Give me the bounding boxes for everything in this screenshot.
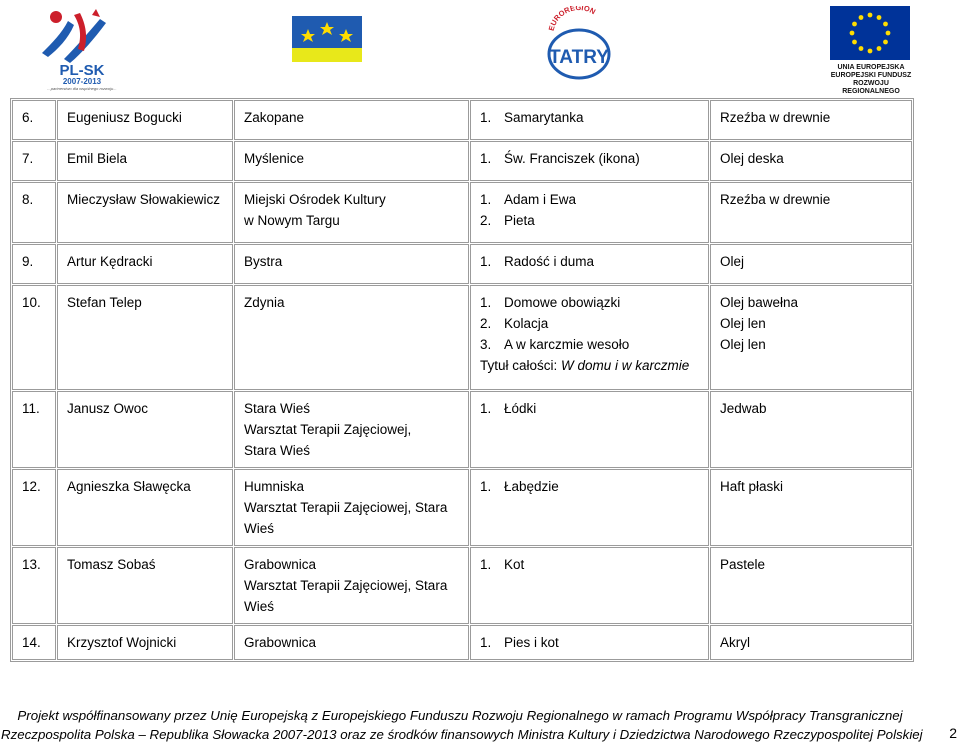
table-row bbox=[12, 100, 912, 140]
work-item bbox=[480, 251, 700, 272]
place-line: Stara Wieś bbox=[244, 443, 311, 458]
artist-name-cell bbox=[57, 469, 233, 546]
technique-cell bbox=[710, 625, 912, 660]
work-item bbox=[480, 189, 700, 210]
row-number: 7. bbox=[22, 151, 34, 166]
technique-cell bbox=[710, 547, 912, 624]
works-cell bbox=[470, 625, 709, 660]
eu-flag-icon bbox=[830, 6, 910, 60]
works-cell bbox=[470, 391, 709, 468]
row-number: 9. bbox=[22, 254, 34, 269]
row-number-cell bbox=[12, 244, 56, 284]
collection-title bbox=[480, 355, 700, 376]
technique-cell bbox=[710, 285, 912, 390]
artist-name-cell bbox=[57, 547, 233, 624]
artist-name-cell bbox=[57, 625, 233, 660]
place-cell bbox=[234, 100, 469, 140]
work-item bbox=[480, 476, 700, 497]
work-item bbox=[480, 210, 700, 231]
artist-name: Tomasz Sobaś bbox=[67, 557, 156, 572]
place-cell bbox=[234, 391, 469, 468]
artist-name-cell bbox=[57, 182, 233, 243]
flag-stars-icon bbox=[292, 16, 362, 62]
work-number: 2. bbox=[480, 213, 492, 228]
artist-name: Stefan Telep bbox=[67, 295, 142, 310]
place-line: Warsztat Terapii Zajęciowej, Stara bbox=[244, 500, 448, 515]
work-item bbox=[480, 334, 700, 355]
work-title: Św. Franciszek (ikona) bbox=[504, 151, 640, 166]
technique-line: Olej deska bbox=[720, 151, 784, 166]
artist-name: Eugeniusz Bogucki bbox=[67, 110, 182, 125]
euroregion-tatry-logo bbox=[545, 6, 613, 80]
eu-text-line3: ROZWOJU REGIONALNEGO bbox=[842, 80, 900, 95]
work-title: Domowe obowiązki bbox=[504, 295, 621, 310]
work-number: 1. bbox=[480, 192, 492, 207]
place-line: Stara Wieś bbox=[244, 401, 311, 416]
works-cell bbox=[470, 100, 709, 140]
technique-cell bbox=[710, 244, 912, 284]
place-cell bbox=[234, 182, 469, 243]
work-item bbox=[480, 632, 700, 653]
table-row bbox=[12, 141, 912, 181]
pl-sk-text: PL-SK bbox=[59, 62, 105, 79]
works-cell bbox=[470, 285, 709, 390]
tatry-text: TATRY bbox=[549, 47, 609, 68]
technique-line: Olej len bbox=[720, 316, 766, 331]
row-number-cell bbox=[12, 285, 56, 390]
artist-name-cell bbox=[57, 100, 233, 140]
row-number-cell bbox=[12, 625, 56, 660]
row-number-cell bbox=[12, 141, 56, 181]
row-number: 14. bbox=[22, 635, 41, 650]
page-number: 2 bbox=[949, 725, 957, 741]
tatry-emblem-icon bbox=[545, 6, 613, 80]
row-number-cell bbox=[12, 391, 56, 468]
place-line: Grabownica bbox=[244, 635, 317, 650]
place-cell bbox=[234, 625, 469, 660]
regional-flag-logo bbox=[292, 16, 362, 62]
work-title: Łódki bbox=[504, 401, 537, 416]
artist-name-cell bbox=[57, 244, 233, 284]
row-number: 6. bbox=[22, 110, 34, 125]
technique-cell bbox=[710, 469, 912, 546]
technique-line: Haft płaski bbox=[720, 479, 784, 494]
work-number: 1. bbox=[480, 151, 492, 166]
row-number: 12. bbox=[22, 479, 41, 494]
table-row bbox=[12, 244, 912, 284]
place-line: Humniska bbox=[244, 479, 305, 494]
artist-name: Artur Kędracki bbox=[67, 254, 153, 269]
work-title: Samarytanka bbox=[504, 110, 584, 125]
work-item bbox=[480, 292, 700, 313]
work-title: Kolacja bbox=[504, 316, 549, 331]
artist-name: Emil Biela bbox=[67, 151, 128, 166]
collection-title-value: W domu i w karczmie bbox=[561, 358, 690, 373]
row-number-cell bbox=[12, 547, 56, 624]
eu-text-line1: UNIA EUROPEJSKA bbox=[837, 64, 905, 71]
technique-line: Olej len bbox=[720, 337, 766, 352]
place-line: Bystra bbox=[244, 254, 283, 269]
table-row bbox=[12, 285, 912, 390]
work-number: 1. bbox=[480, 254, 492, 269]
place-line: Zdynia bbox=[244, 295, 285, 310]
technique-line: Olej bawełna bbox=[720, 295, 799, 310]
place-cell bbox=[234, 547, 469, 624]
table-row bbox=[12, 547, 912, 624]
work-number: 3. bbox=[480, 337, 492, 352]
artist-name: Krzysztof Wojnicki bbox=[67, 635, 177, 650]
place-line: Wieś bbox=[244, 599, 274, 614]
row-number: 11. bbox=[22, 401, 40, 416]
technique-cell bbox=[710, 141, 912, 181]
work-number: 1. bbox=[480, 635, 492, 650]
technique-cell bbox=[710, 100, 912, 140]
works-cell bbox=[470, 182, 709, 243]
collection-title-label: Tytuł całości: bbox=[480, 358, 562, 373]
work-number: 2. bbox=[480, 316, 492, 331]
work-title: Pieta bbox=[504, 213, 535, 228]
work-item bbox=[480, 554, 700, 575]
place-cell bbox=[234, 141, 469, 181]
table-row bbox=[12, 182, 912, 243]
work-item bbox=[480, 107, 700, 128]
works-cell bbox=[470, 244, 709, 284]
technique-line: Jedwab bbox=[720, 401, 767, 416]
eu-text-line2: EUROPEJSKI FUNDUSZ bbox=[830, 72, 912, 79]
row-number: 13. bbox=[22, 557, 41, 572]
work-item bbox=[480, 313, 700, 334]
works-cell bbox=[470, 547, 709, 624]
work-number: 1. bbox=[480, 110, 492, 125]
row-number-cell bbox=[12, 100, 56, 140]
table-row bbox=[12, 391, 912, 468]
technique-line: Rzeźba w drewnie bbox=[720, 110, 831, 125]
work-number: 1. bbox=[480, 557, 492, 572]
work-number: 1. bbox=[480, 479, 492, 494]
works-cell bbox=[470, 469, 709, 546]
pl-sk-logo bbox=[34, 3, 130, 91]
artist-name-cell bbox=[57, 391, 233, 468]
place-cell bbox=[234, 285, 469, 390]
place-line: w Nowym Targu bbox=[244, 213, 340, 228]
technique-cell bbox=[710, 391, 912, 468]
artist-name: Agnieszka Sławęcka bbox=[67, 479, 191, 494]
place-line: Wieś bbox=[244, 521, 274, 536]
technique-line: Rzeźba w drewnie bbox=[720, 192, 831, 207]
footer bbox=[0, 706, 960, 744]
place-line: Warsztat Terapii Zajęciowej, Stara bbox=[244, 578, 448, 593]
place-line: Warsztat Terapii Zajęciowej, bbox=[244, 422, 412, 437]
artists-table-body bbox=[12, 100, 912, 660]
artist-name: Mieczysław Słowakiewicz bbox=[67, 192, 221, 207]
row-number: 8. bbox=[22, 192, 34, 207]
work-item bbox=[480, 398, 700, 419]
works-cell bbox=[470, 141, 709, 181]
artist-name-cell bbox=[57, 141, 233, 181]
work-title: Łabędzie bbox=[504, 479, 559, 494]
place-line: Zakopane bbox=[244, 110, 305, 125]
technique-line: Olej bbox=[720, 254, 745, 269]
work-number: 1. bbox=[480, 401, 492, 416]
artist-name-cell bbox=[57, 285, 233, 390]
place-line: Myślenice bbox=[244, 151, 305, 166]
work-title: Radość i duma bbox=[504, 254, 595, 269]
footer-line1: Projekt współfinansowany przez Unię Europejską z Europejskiego Funduszu Rozwoju Regionalnego w ramach Programu Współpracy Transgranicznej bbox=[17, 708, 903, 723]
technique-line: Akryl bbox=[720, 635, 750, 650]
work-number: 1. bbox=[480, 295, 492, 310]
footer-line2: Rzeczpospolita Polska – Republika Słowacka 2007-2013 oraz ze środków finansowych Ministra Kultury i Dziedzictwa Narodowego Rzeczypospolitej Polskiej bbox=[1, 727, 923, 742]
row-number: 10. bbox=[22, 295, 41, 310]
table-row bbox=[12, 625, 912, 660]
pl-sk-tagline: ...partnerstwo dla wspólnego rozwoju... bbox=[47, 86, 117, 91]
place-cell bbox=[234, 469, 469, 546]
eu-logo bbox=[828, 6, 912, 95]
technique-line: Pastele bbox=[720, 557, 766, 572]
svg-text:EUROREGION bbox=[547, 6, 598, 32]
work-item bbox=[480, 148, 700, 169]
place-line: Grabownica bbox=[244, 557, 317, 572]
table-row bbox=[12, 469, 912, 546]
row-number-cell bbox=[12, 469, 56, 546]
pl-sk-years: 2007-2013 bbox=[62, 77, 102, 86]
work-title: Adam i Ewa bbox=[504, 192, 577, 207]
row-number-cell bbox=[12, 182, 56, 243]
place-line: Miejski Ośrodek Kultury bbox=[244, 192, 386, 207]
work-title: Kot bbox=[504, 557, 525, 572]
artists-table bbox=[10, 98, 914, 662]
pl-sk-emblem-icon bbox=[34, 3, 130, 91]
work-title: Pies i kot bbox=[504, 635, 559, 650]
work-title: A w karczmie wesoło bbox=[504, 337, 630, 352]
artist-name: Janusz Owoc bbox=[67, 401, 149, 416]
euroregion-text: EUROREGION bbox=[546, 6, 598, 32]
technique-cell bbox=[710, 182, 912, 243]
place-cell bbox=[234, 244, 469, 284]
